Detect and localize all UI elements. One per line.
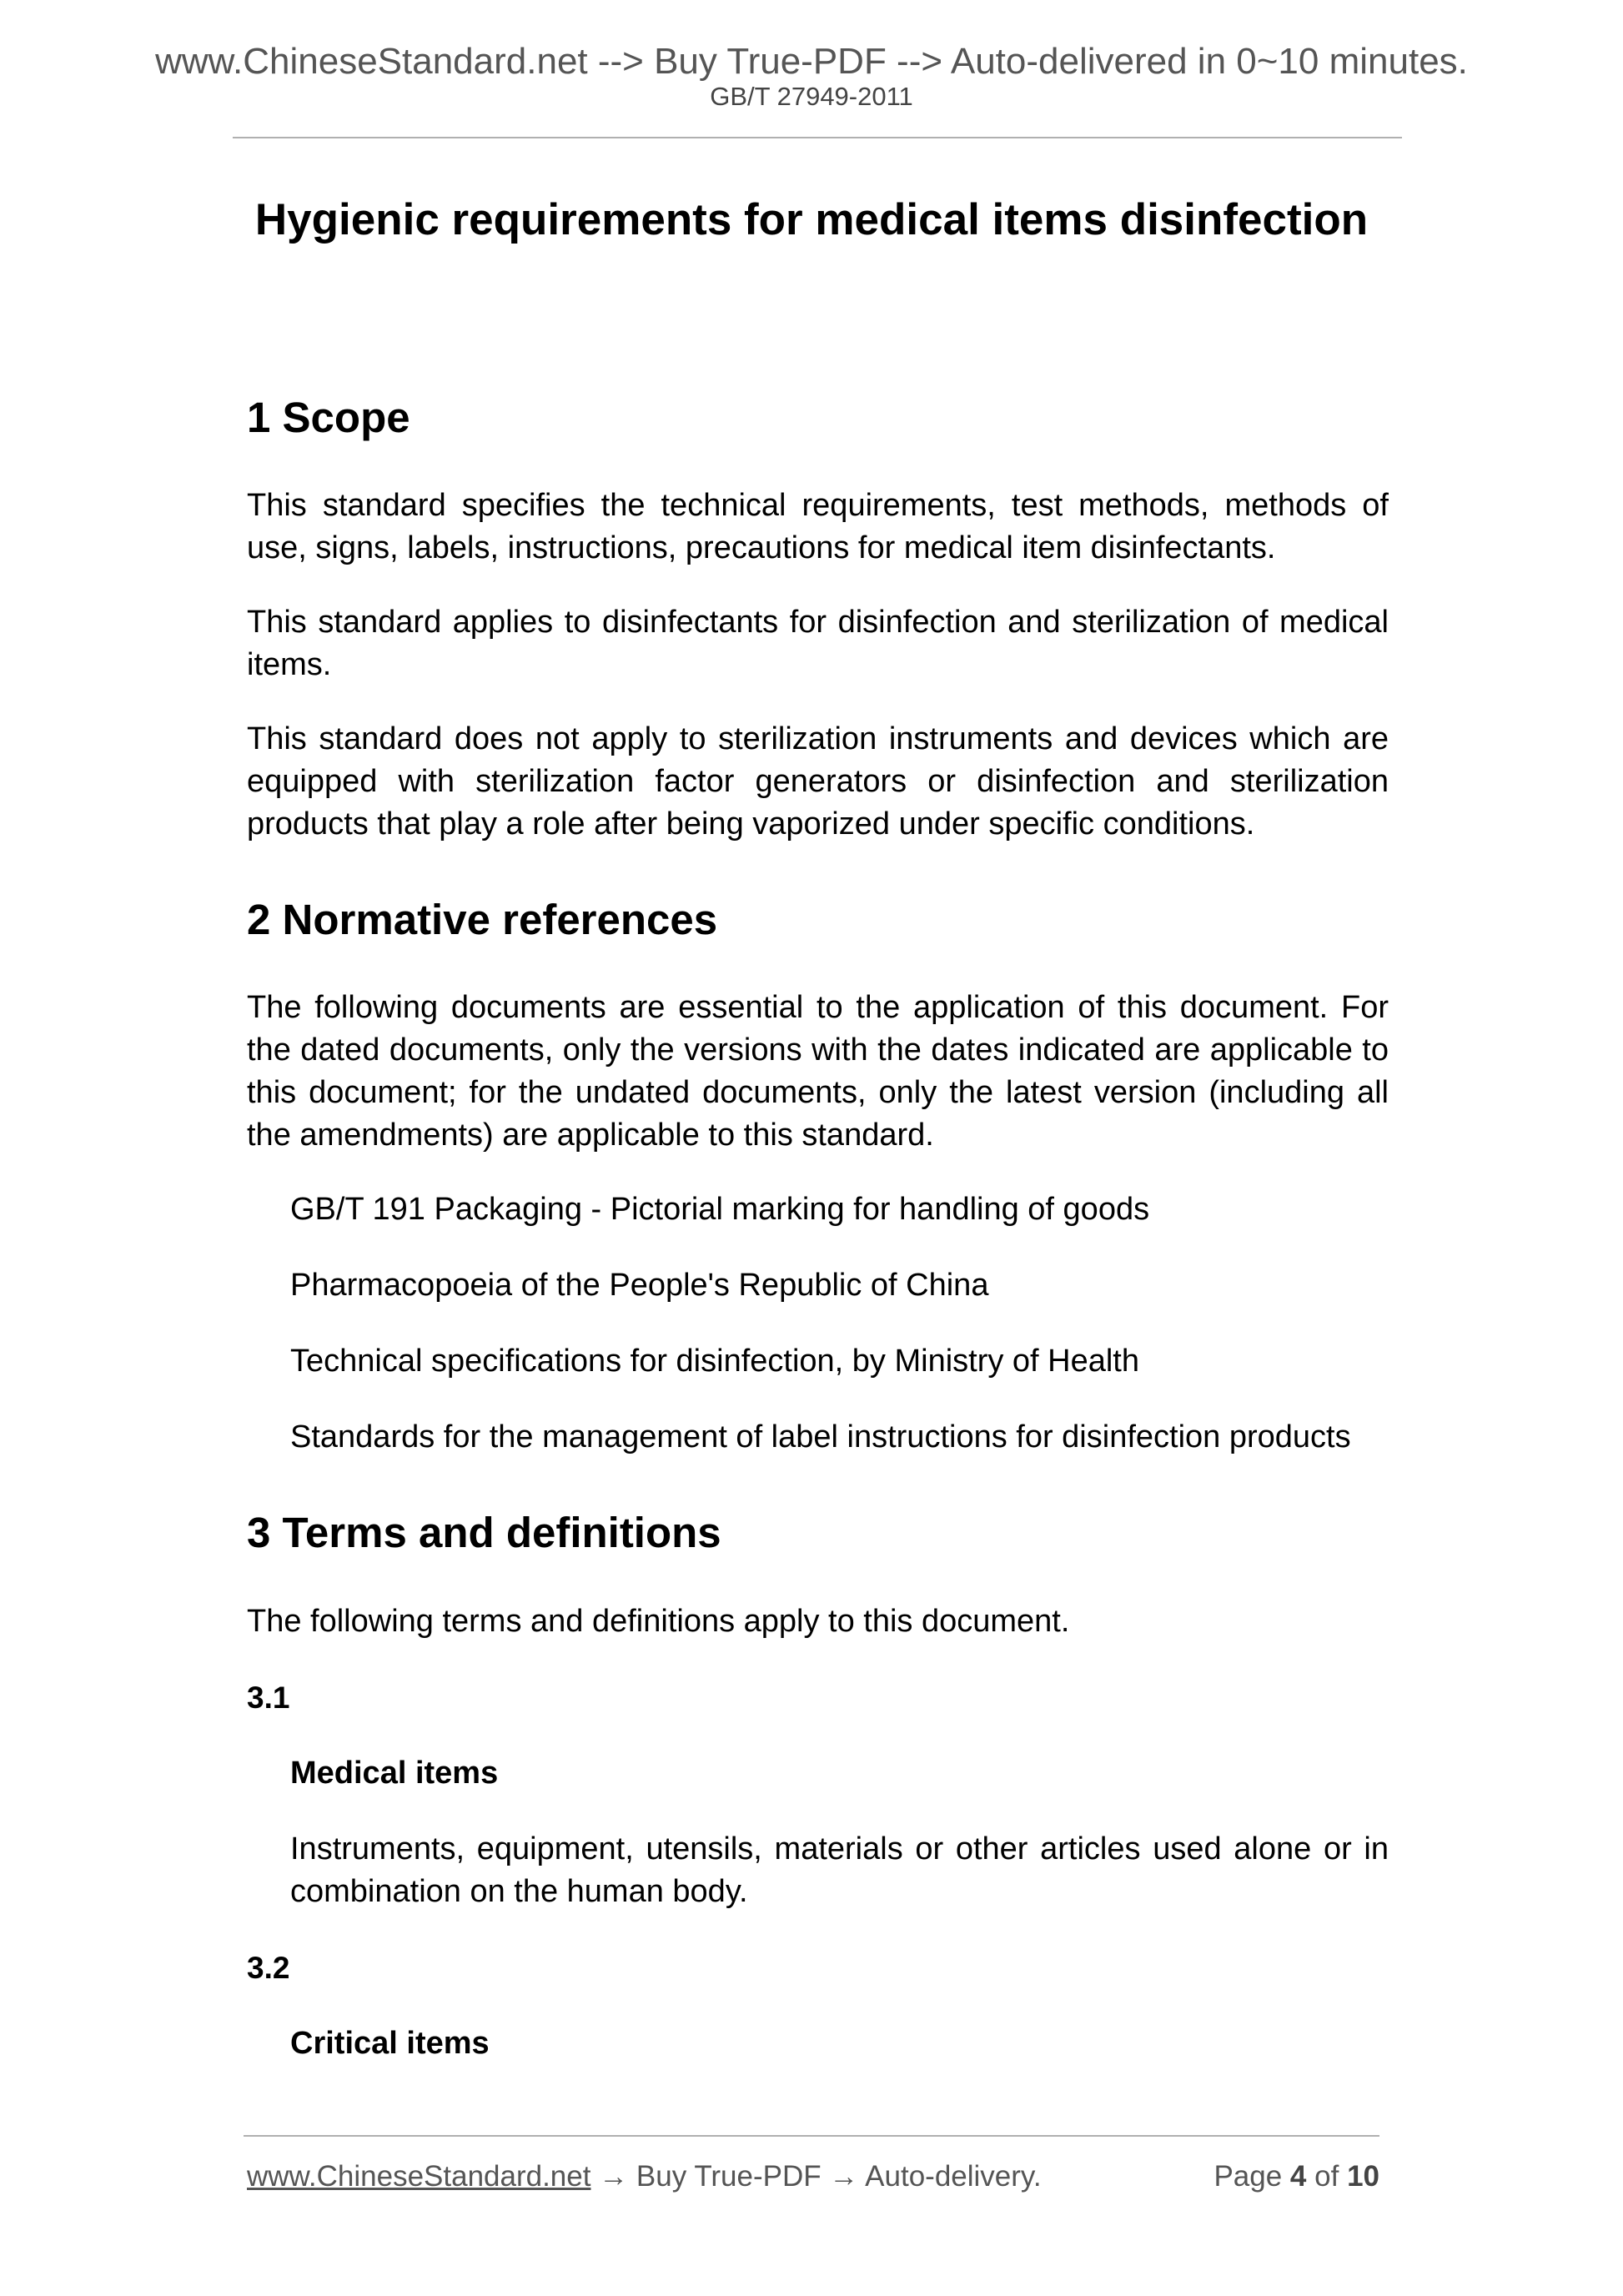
footer-website-link[interactable]: www.ChineseStandard.net	[247, 2160, 591, 2193]
reference-item: GB/T 191 Packaging - Pictorial marking for handling of goods	[290, 1192, 1150, 1228]
reference-item: Technical specifications for disinfection, by Ministry of Health	[290, 1344, 1140, 1379]
document-number: GB/T 27949-2011	[710, 82, 913, 111]
page-label: Page	[1213, 2160, 1283, 2193]
reference-item: Standards for the management of label instructions for disinfection products	[290, 1419, 1351, 1455]
page-title: Hygienic requirements for medical items disinfection	[254, 195, 1369, 244]
term-definition: Instruments, equipment, utensils, materials or other articles used alone or in combination on the human body.	[290, 1831, 1389, 1909]
footer-divider	[244, 2135, 1379, 2137]
footer-promo-text: → Buy True-PDF → Auto-delivery.	[590, 2160, 1042, 2193]
page-total: 10	[1347, 2160, 1379, 2193]
page-of: of	[1314, 2160, 1339, 2193]
references-intro: The following documents are essential to the application of this document. For the dated documents, only the versions with the dates indicated are applicable to this document; for the undated documents, only the latest version (including all the amendments) are applicable to this standard.	[247, 990, 1389, 1153]
terms-intro: The following terms and definitions apply to this document.	[247, 1603, 1070, 1639]
page-indicator	[1213, 2159, 1379, 2194]
section-heading-normative-references: 2 Normative references	[247, 896, 718, 944]
header-divider	[233, 137, 1402, 138]
scope-paragraph: This standard does not apply to sterilization instruments and devices which are equipped with sterilization factor generators or disinfection and sterilization products that play a role after being vaporized under specific conditions.	[247, 721, 1389, 842]
clause-number: 3.2	[247, 1950, 290, 1985]
section-heading-terms-definitions: 3 Terms and definitions	[247, 1509, 721, 1557]
term-title: Medical items	[290, 1755, 499, 1791]
document-body	[247, 392, 1389, 2065]
clause-number: 3.1	[247, 1680, 290, 1715]
reference-item: Pharmacopoeia of the People's Republic of China	[290, 1268, 989, 1304]
scope-paragraph: This standard applies to disinfectants for disinfection and sterilization of medical items.	[247, 605, 1389, 683]
header-banner: www.ChineseStandard.net --> Buy True-PDF --> Auto-delivered in 0~10 minutes.	[155, 41, 1468, 82]
section-heading-scope: 1 Scope	[247, 394, 410, 441]
page-current: 4	[1289, 2160, 1307, 2193]
term-title: Critical items	[290, 2025, 490, 2061]
footer-promo	[247, 2159, 1042, 2194]
scope-paragraph: This standard specifies the technical requirements, test methods, methods of use, signs, labels, instructions, precautions for medical item disinfectants.	[247, 488, 1389, 566]
